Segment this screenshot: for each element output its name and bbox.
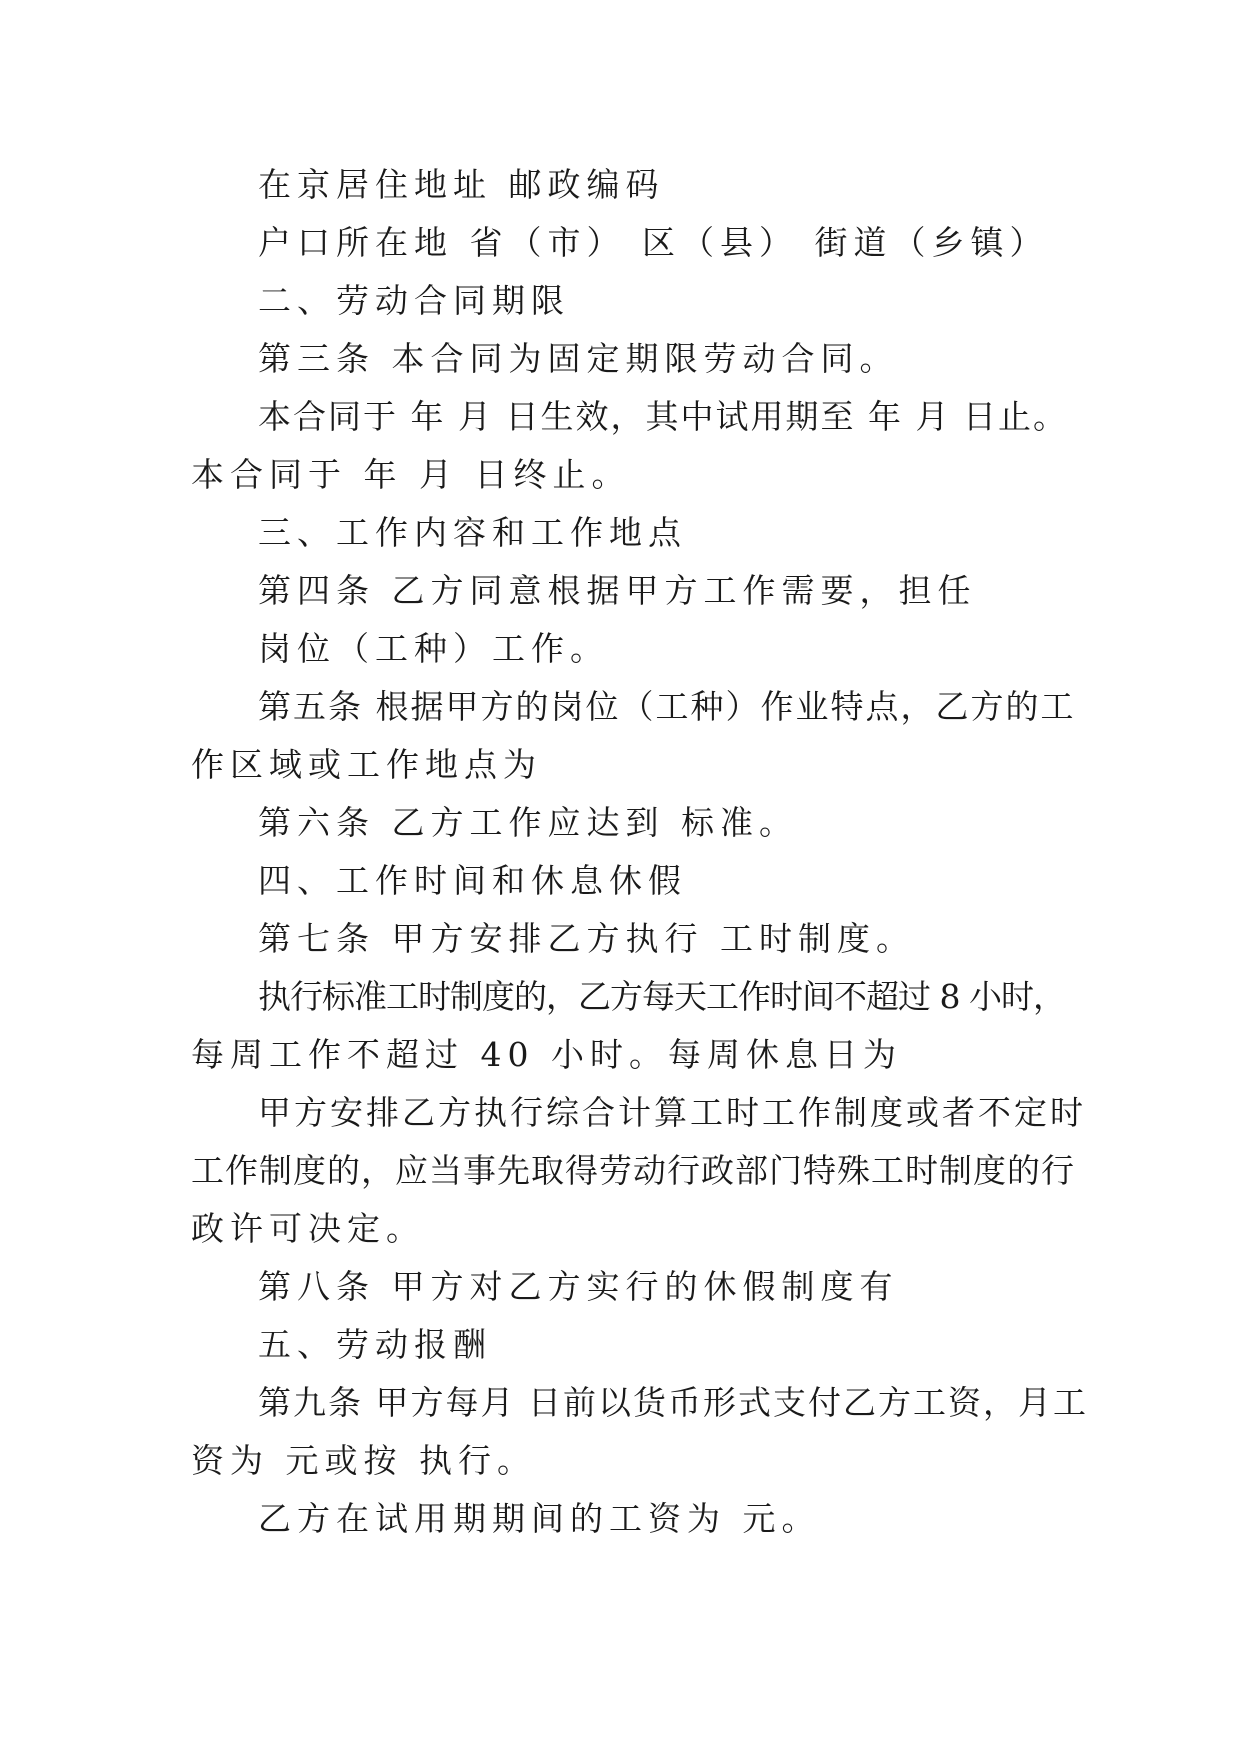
section-heading-5: 五、劳动报酬 [258,1325,492,1364]
article-4: 第四条 乙方同意根据甲方工作需要，担任 [258,571,977,610]
standard-hours-para: 执行标准工时制度的，乙方每天工作时间不超过 8 小时， [258,977,1065,1016]
standard-hours-cont: 每周工作不超过 40 小时。每周休息日为 [191,1035,902,1074]
article-5: 第五条 根据甲方的岗位（工种）作业特点，乙方的工 [258,687,1076,726]
flexible-hours-para: 甲方安排乙方执行综合计算工时工作制度或者不定时 [258,1093,1086,1132]
article-3-effective: 本合同于 年 月 日生效，其中试用期至 年 月 日止。 [258,397,1068,436]
article-3-termination: 本合同于 年 月 日终止。 [191,455,631,494]
flexible-hours-cont-1: 工作制度的，应当事先取得劳动行政部门特殊工时制度的行 [191,1151,1075,1190]
article-6: 第六条 乙方工作应达到 标准。 [258,803,798,842]
article-4-cont: 岗位（工种）工作。 [258,629,609,668]
section-heading-3: 三、工作内容和工作地点 [258,513,687,552]
probation-wage: 乙方在试用期期间的工资为 元。 [258,1499,821,1538]
article-3: 第三条 本合同为固定期限劳动合同。 [258,339,899,378]
article-8: 第八条 甲方对乙方实行的休假制度有 [258,1267,899,1306]
article-5-cont: 作区域或工作地点为 [191,745,542,784]
article-9-cont: 资为 元或按 执行。 [191,1441,536,1480]
line-residence-address: 在京居住地址 邮政编码 [258,165,665,204]
article-9: 第九条 甲方每月 日前以货币形式支付乙方工资，月工 [258,1383,1088,1422]
section-heading-2: 二、劳动合同期限 [258,281,570,320]
line-hukou-location: 户口所在地 省（市） 区（县） 街道（乡镇） [258,223,1049,262]
section-heading-4: 四、工作时间和休息休假 [258,861,687,900]
article-7: 第七条 甲方安排乙方执行 工时制度。 [258,919,915,958]
flexible-hours-cont-2: 政许可决定。 [191,1209,425,1248]
